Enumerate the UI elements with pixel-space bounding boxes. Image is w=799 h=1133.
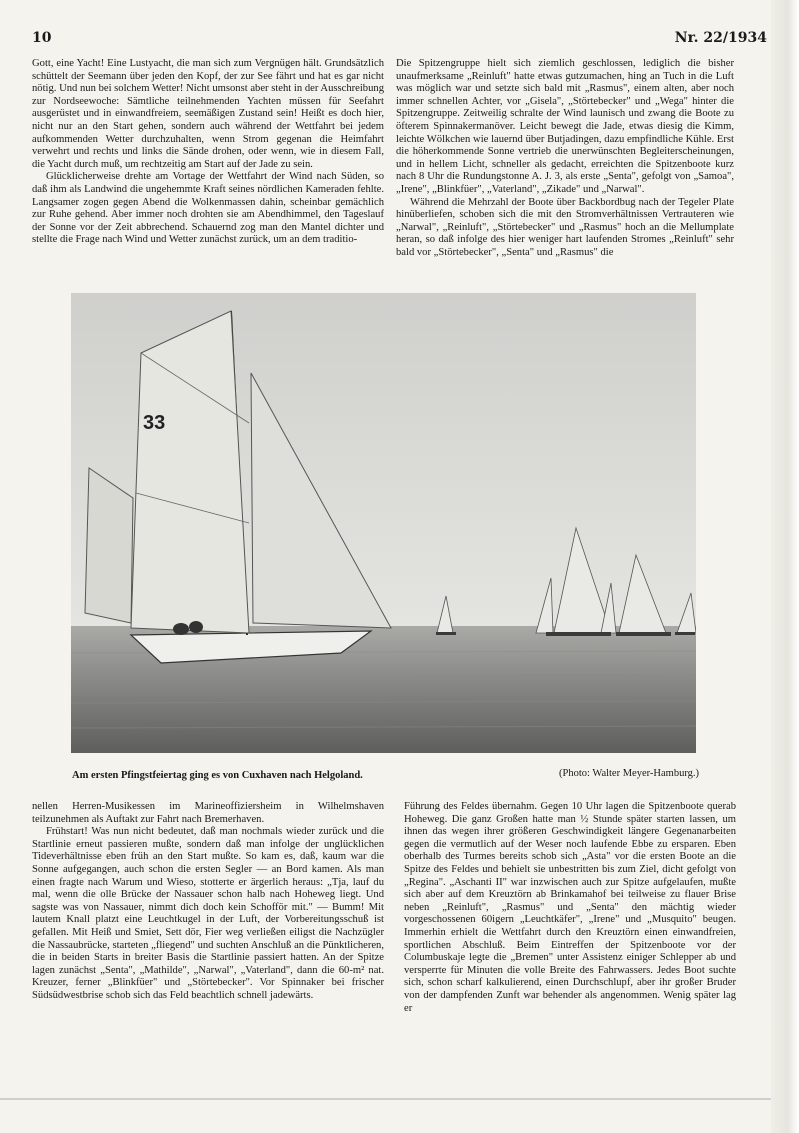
sailor — [189, 621, 203, 633]
article-column-bottom-left — [32, 801, 384, 1019]
page-header — [32, 30, 767, 50]
article-column-bottom-right — [404, 801, 736, 1019]
photo-caption: Am ersten Pfingstfeiertag ging es von Cuxhaven nach Helgoland. — [72, 770, 363, 781]
paragraph: Frühstart! Was nun nicht bedeutet, daß man nochmals wieder zurück und die Startlinie erneut passieren mußte, sondern daß man infolge der unglücklichen Tideverhältnisse eben früh an den Start mußte. So kam es, daß, kaum war die Sonne aufgegangen, auch schon die ersten Segler — an Bord kamen. Als man einen fragte nach Warum und Wieso, stotterte er ärgerlich heraus: „Tja, lauf du mal, wenn die olle Brücke der Nassauer schon halb nach Hoheweg liegt. Und sagste was von Nassauer, nimmt dich doch kein Schofför mit." — Bumm! Mit lautem Knall platzt eine Leuchtkugel in der Luft, der Vorbereitungsschuß ist gefallen. Mit Heiß und Smiet, Sett dör, Fier weg verließen eiligst die Nachzügler die Nassaubrücke, starteten „fliegend" und suchten Anschluß an die Pünktlicheren, die in beiden Starts in breiter Basis die Startlinie passiert hatten. An der Spitze lagen zunächst „Senta", „Mathilde", „Narwal", „Vaterland", dann die 60-m² nat. Kreuzer, ferner „Blinkfüer" und „Störtebecker". Vor Spinnaker bei frischer Südsüdwestbrise schob sich das Feld beachtlich schnell jadewärts. — [32, 826, 384, 1001]
page-bottom-edge — [0, 1098, 799, 1100]
paragraph: Während die Mehrzahl der Boote über Backbordbug nach der Tegeler Plate hinüberliefen, schoben sich die mit den Stromverhältnissen Vertrauteren wie „Narwal", „Reinluft", „Störtebecker" und „Rasmus" hoch an die Mellumplate heran, so daß infolge des hier weniger hart laufenden Stromes „Reinluft" sehr bald vor „Störtebecker", „Senta" und „Rasmus" die — [396, 196, 734, 258]
issue-number: Nr. 22/1934 — [674, 30, 767, 46]
sailboat-photo-illustration — [71, 293, 696, 753]
paragraph: Gott, eine Yacht! Eine Lustyacht, die man sich zum Vergnügen hält. Grundsätzlich schüttelt der Seemann über jeden den Kopf, der zur See fährt und hat es gar nicht nötig. Und nun bei solchem Wetter! Nicht umsonst aber steht in der Ausschreibung zur Nordseewoche: Sämtliche teilnehmenden Yachten müssen für Seefahrt ausgerüstet und in einwandfreiem, seemäßigen Zustand sein! Heißt es doch hier, nicht nur an den Start gehen, sondern auch während der Wettfahrt bei jedem aufkommenden Wetter durchzuhalten, wenn Strom gegenan die Heimfahrt verwehrt und rechts und links die Sände drohen, oder wenn, wie in diesem Fall, die Yacht durch muß, um rechtzeitig am Start auf der Jade zu sein. — [32, 58, 384, 170]
paragraph: Glücklicherweise drehte am Vortage der Wettfahrt der Wind nach Süden, so daß ihm als Landwind die ungehemmte Kraft seines nördlichen Kameraden fehlte. Langsamer zogen gegen Abend die Wolkenmassen dahin, scheinbar gemächlich zur Ruhe gehend. Aber immer noch drohten sie am Abendhimmel, den Tageslauf der Sonne vor der Zeit abbrechend. Schauernd zog man den Mantel dichter und stellte die Frage nach Wind und Wetter zunächst zurück, um an dem traditio- — [32, 171, 384, 246]
page-fold-shadow — [771, 0, 799, 1133]
paragraph: Die Spitzengruppe hielt sich ziemlich geschlossen, lediglich die bisher unaufmerksame „Reinluft" hatte etwas gutzumachen, hing an Tuch in die Luft was möglich war und setzte sich bald mit „Rasmus", einem alten, aber noch immer schnellen Achter, vor „Gisela", „Störtebecker" und „Wega" hinter die Spitzengruppe. Zeitweilig schralte der Wind launisch und zwang die Boote zu öfterem Spinnakermanöver. Leicht bewegt die Jade, etwas diesig die Kimm, leichte Wölkchen wie lauernd über Butjadingen, dazu empfindliche Kühle. Erst die höherkommende Sonne vertrieb die unerwünschten Begleiterscheinungen, und in hellem Licht, schneller als gedacht, erreichten die Spitzenboote kurz nach 8 Uhr die Rundungstonne A. J. 3, als erste „Senta", gefolgt von „Samoa", „Irene", „Blinkfüer", „Vaterland", „Zikade" und „Narwal". — [396, 58, 734, 195]
regatta-photo — [71, 293, 696, 753]
photo-credit: (Photo: Walter Meyer-Hamburg.) — [559, 768, 699, 779]
paragraph: Führung des Feldes übernahm. Gegen 10 Uhr lagen die Spitzenboote querab Hoheweg. Die ganz Großen hatte man ½ Stunde später starten lassen, um ihnen das wegen ihrer größeren Geschwindigkeit längere Gegenanarbeiten gegen die vermutlich auf der Weser noch laufende Ebbe zu ersparen. Eben oberhalb des Turmes bereits schob sich „Asta" vor die ersten Boote an die Spitze des Feldes und behielt sie unbestritten bis zum Ziel, dicht gefolgt von „Regina". „Aschanti II" war inzwischen auch zur Spitze aufgelaufen, mußte sich aber auf dem Kreuztörn ab Brinkamahof bei teilweise zu flauer Brise neben „Reinluft", „Rasmus" und „Senta" den mächtig wieder vorgeschossenen 60igern „Leuchtkäfer", „Irene" und „Musquito" beugen. Immerhin erhielt die Wettfahrt durch den Kreuztörn einen einwandfreien, sportlichen Abschluß. Beim Eintreffen der Spitzenboote vor der Columbuskaje legte die „Bremen" unter Assistenz einiger Schlepper ab und versperrte für Minuten die volle Breite des Fahrwassers. Jedes Boot suchte sich, schon scharf kalkulierend, einen Durchschlupf, aber ihr großer Bruder von der dampfenden Zunft war behender als angenommen. Wenig später lag er — [404, 801, 736, 1014]
article-column-top-left — [32, 58, 384, 282]
sail-number: 33 — [143, 412, 166, 434]
paragraph: nellen Herren-Musikessen im Marineoffiziersheim in Wilhelmshaven teilzunehmen als Auftakt zur Fahrt nach Bremerhaven. — [32, 801, 384, 825]
page-number: 10 — [32, 30, 52, 46]
mainsail — [131, 311, 249, 633]
article-column-top-right — [396, 58, 734, 282]
sailor — [173, 623, 189, 635]
